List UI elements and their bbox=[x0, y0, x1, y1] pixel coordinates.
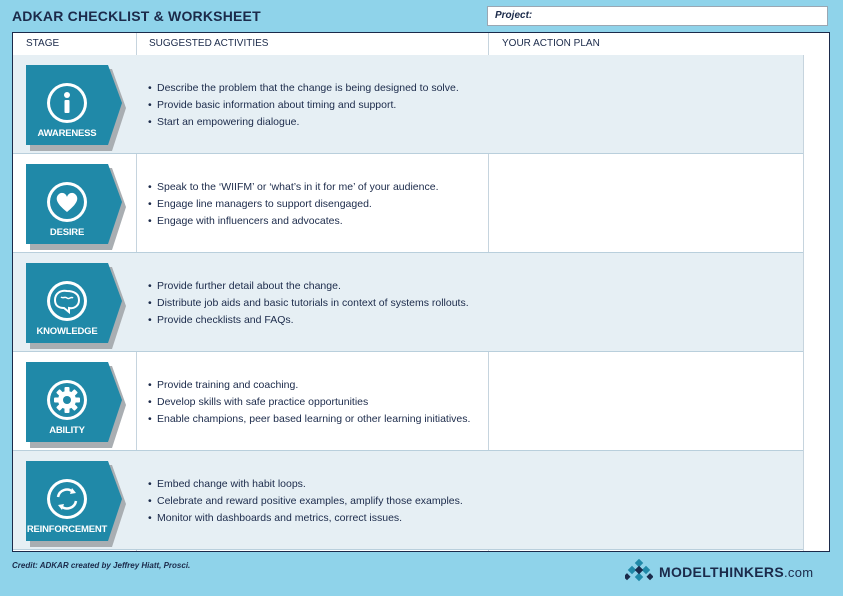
stage-badge bbox=[26, 65, 126, 151]
project-label: Project: bbox=[495, 10, 533, 21]
action-plan-cell[interactable] bbox=[489, 55, 803, 154]
activity-item: • Enable champions, peer based learning or other learning initiatives. bbox=[148, 413, 470, 426]
header-action-plan: YOUR ACTION PLAN bbox=[502, 38, 600, 49]
stage-label: AWARENESS bbox=[37, 128, 97, 139]
stage-label: REINFORCEMENT bbox=[26, 524, 108, 535]
stage-label: KNOWLEDGE bbox=[36, 326, 98, 337]
stage-label: ABILITY bbox=[49, 425, 85, 436]
cycle-arrows-icon bbox=[47, 479, 87, 519]
stage-badge bbox=[26, 164, 126, 250]
activity-item: • Monitor with dashboards and metrics, correct issues. bbox=[148, 512, 463, 525]
activity-item: • Provide training and coaching. bbox=[148, 379, 470, 392]
activity-list bbox=[148, 478, 463, 529]
stage-row-desire bbox=[13, 154, 803, 253]
stage-row-awareness bbox=[13, 55, 803, 154]
activity-item: • Speak to the ‘WIIFM’ or ‘what’s in it for me’ of your audience. bbox=[148, 181, 438, 194]
stage-row-ability bbox=[13, 352, 803, 451]
activity-item: • Start an empowering dialogue. bbox=[148, 116, 459, 129]
stage-badge bbox=[26, 461, 126, 547]
activity-list bbox=[148, 379, 470, 430]
activity-list bbox=[148, 280, 469, 331]
stage-label: DESIRE bbox=[49, 227, 85, 238]
gear-icon bbox=[47, 380, 87, 420]
stage-row-knowledge bbox=[13, 253, 803, 352]
stage-badge bbox=[26, 362, 126, 448]
worksheet-table bbox=[12, 32, 830, 552]
activity-item: • Engage line managers to support disengaged. bbox=[148, 198, 438, 211]
logo-suffix: .com bbox=[783, 565, 814, 580]
stage-badge bbox=[26, 263, 126, 349]
logo-mark-icon bbox=[625, 559, 653, 585]
activity-item: • Distribute job aids and basic tutorials in context of systems rollouts. bbox=[148, 297, 469, 310]
action-plan-cell[interactable] bbox=[489, 253, 803, 352]
stage-row-reinforcement bbox=[13, 451, 803, 550]
modelthinkers-logo[interactable] bbox=[625, 559, 814, 585]
activity-item: • Develop skills with safe practice opportunities bbox=[148, 396, 470, 409]
project-field[interactable] bbox=[487, 6, 828, 26]
header-stage: STAGE bbox=[26, 38, 60, 49]
credit-text: Credit: ADKAR created by Jeffrey Hiatt, Prosci. bbox=[12, 561, 191, 570]
brain-icon bbox=[47, 281, 87, 321]
activity-item: • Provide further detail about the change. bbox=[148, 280, 469, 293]
activity-item: • Describe the problem that the change is being designed to solve. bbox=[148, 82, 459, 95]
action-plan-cell[interactable] bbox=[489, 451, 803, 550]
activity-item: • Provide basic information about timing and support. bbox=[148, 99, 459, 112]
info-icon bbox=[47, 83, 87, 123]
activity-item: • Embed change with habit loops. bbox=[148, 478, 463, 491]
action-plan-cell[interactable] bbox=[489, 352, 803, 451]
action-plan-cell[interactable] bbox=[489, 154, 803, 253]
activity-list bbox=[148, 82, 459, 133]
heart-icon bbox=[47, 182, 87, 222]
activity-item: • Celebrate and reward positive examples, amplify those examples. bbox=[148, 495, 463, 508]
activity-item: • Provide checklists and FAQs. bbox=[148, 314, 469, 327]
header-activities: SUGGESTED ACTIVITIES bbox=[149, 38, 269, 49]
page-title: ADKAR CHECKLIST & WORKSHEET bbox=[12, 8, 261, 24]
activity-list bbox=[148, 181, 438, 232]
activity-item: • Engage with influencers and advocates. bbox=[148, 215, 438, 228]
logo-name: MODELTHINKERS bbox=[659, 564, 784, 580]
